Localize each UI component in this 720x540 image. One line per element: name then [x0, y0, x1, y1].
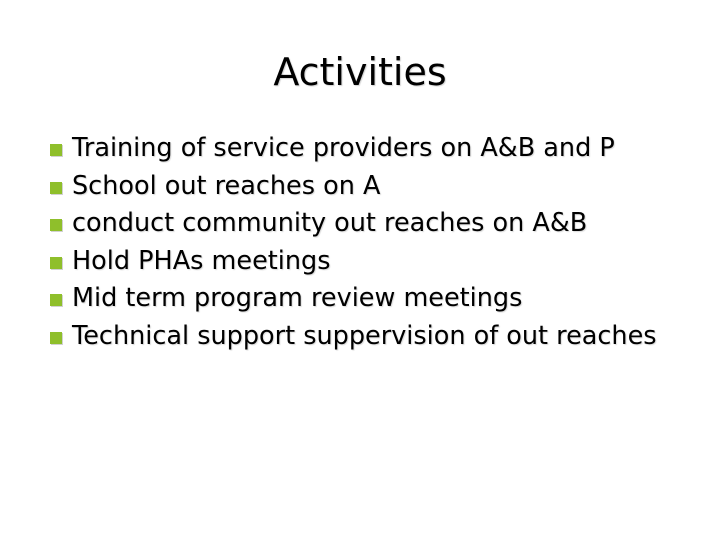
bullet-text: Mid term program review meetings	[72, 283, 523, 313]
bullet-text: Training of service providers on A&B and P	[72, 133, 615, 163]
bullet-text: Hold PHAs meetings	[72, 245, 331, 276]
bullet-text: conduct community out reaches on A&B	[72, 208, 588, 238]
bullet-item	[50, 168, 700, 206]
square-bullet-icon	[50, 294, 62, 306]
bullet-item	[50, 205, 700, 243]
square-bullet-icon	[50, 219, 62, 231]
bullet-item	[50, 130, 700, 168]
square-bullet-icon	[50, 257, 62, 269]
bullet-list	[50, 130, 700, 355]
bullet-text: School out reaches on A	[72, 170, 381, 201]
square-bullet-icon	[50, 182, 62, 194]
bullet-item	[50, 280, 700, 318]
square-bullet-icon	[50, 144, 62, 156]
slide-title: Activities	[273, 50, 447, 94]
bullet-item	[50, 243, 700, 281]
bullet-text: Technical support suppervision of out reaches	[72, 320, 657, 351]
bullet-item	[50, 318, 700, 356]
square-bullet-icon	[50, 332, 62, 344]
